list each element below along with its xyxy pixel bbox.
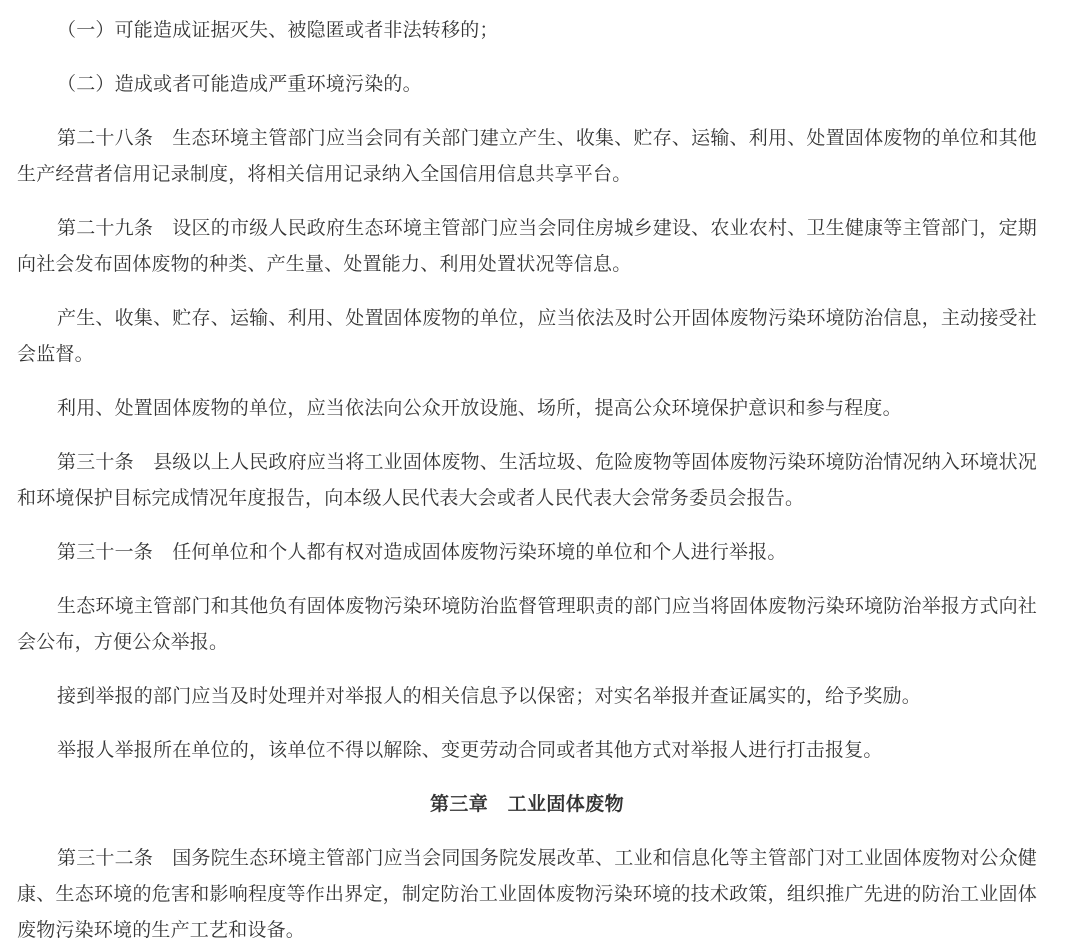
article-29-para-2: 产生、收集、贮存、运输、利用、处置固体废物的单位，应当依法及时公开固体废物污染环境防治信息，主动接受社会监督。: [17, 307, 1037, 365]
article-31-para-4: 举报人举报所在单位的，该单位不得以解除、变更劳动合同或者其他方式对举报人进行打击报复。: [57, 739, 883, 761]
article-31: 第三十一条 任何单位和个人都有权对造成固体废物污染环境的单位和个人进行举报。: [57, 541, 787, 563]
article-28: 第二十八条 生态环境主管部门应当会同有关部门建立产生、收集、贮存、运输、利用、处置固体废物的单位和其他生产经营者信用记录制度，将相关信用记录纳入全国信用信息共享平台。: [17, 127, 1037, 185]
article-31-para-3: 接到举报的部门应当及时处理并对举报人的相关信息予以保密；对实名举报并查证属实的，给予奖励。: [57, 685, 922, 707]
article-29: 第二十九条 设区的市级人民政府生态环境主管部门应当会同住房城乡建设、农业农村、卫生健康等主管部门，定期向社会发布固体废物的种类、产生量、处置能力、利用处置状况等信息。: [17, 217, 1037, 275]
paragraph-item-1: （一）可能造成证据灭失、被隐匿或者非法转移的；: [57, 19, 499, 41]
article-32: 第三十二条 国务院生态环境主管部门应当会同国务院发展改革、工业和信息化等主管部门对工业固体废物对公众健康、生态环境的危害和影响程度等作出界定，制定防治工业固体废物污染环境的技术政策，组织推广先进的防治工业固体废物污染环境的生产工艺和设备。: [17, 847, 1037, 941]
paragraph-item-2: （二）造成或者可能造成严重环境污染的。: [57, 73, 422, 95]
article-30: 第三十条 县级以上人民政府应当将工业固体废物、生活垃圾、危险废物等固体废物污染环境防治情况纳入环境状况和环境保护目标完成情况年度报告，向本级人民代表大会或者人民代表大会常务委员会报告。: [17, 451, 1037, 509]
article-31-para-2: 生态环境主管部门和其他负有固体废物污染环境防治监督管理职责的部门应当将固体废物污染环境防治举报方式向社会公布，方便公众举报。: [17, 595, 1037, 653]
chapter-title: 第三章 工业固体废物: [429, 793, 624, 815]
article-29-para-3: 利用、处置固体废物的单位，应当依法向公众开放设施、场所，提高公众环境保护意识和参与程度。: [57, 397, 902, 419]
